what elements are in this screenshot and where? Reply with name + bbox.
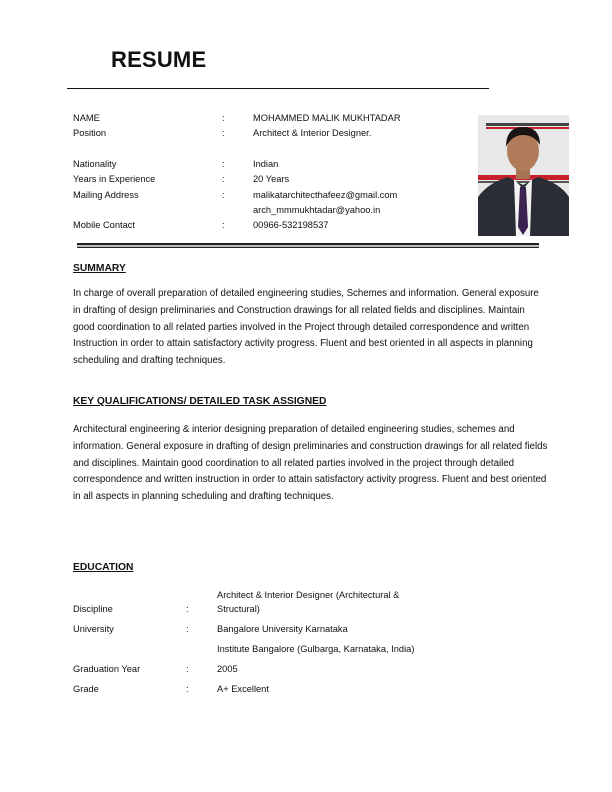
mailing-label: Mailing Address <box>73 190 139 200</box>
nationality-label: Nationality <box>73 159 117 169</box>
grade-colon: : <box>186 684 189 694</box>
summary-heading: SUMMARY <box>73 263 126 274</box>
mobile-value: 00966-532198537 <box>253 220 329 230</box>
section-divider <box>77 243 539 248</box>
education-heading: EDUCATION <box>73 562 134 573</box>
graduation-year-colon: : <box>186 664 189 674</box>
nationality-value: Indian <box>253 159 279 169</box>
grade-label: Grade <box>73 684 99 694</box>
discipline-value-line1: Architect & Interior Designer (Architectural & <box>217 590 400 600</box>
experience-label: Years in Experience <box>73 174 156 184</box>
name-value: MOHAMMED MALIK MUKHTADAR <box>253 113 401 123</box>
qualifications-heading: KEY QUALIFICATIONS/ DETAILED TASK ASSIGNED <box>73 396 327 407</box>
grade-value: A+ Excellent <box>217 684 269 694</box>
position-colon: : <box>222 128 225 138</box>
profile-photo <box>478 115 569 236</box>
document-title: RESUME <box>111 47 207 72</box>
mobile-colon: : <box>222 220 225 230</box>
name-colon: : <box>222 113 225 123</box>
institute-value: Institute Bangalore (Gulbarga, Karnataka, India) <box>217 644 415 654</box>
university-colon: : <box>186 624 189 634</box>
discipline-value-line2: Structural) <box>217 604 260 614</box>
mobile-label: Mobile Contact <box>73 220 136 230</box>
discipline-colon: : <box>186 604 189 614</box>
discipline-label: Discipline <box>73 604 113 614</box>
nationality-colon: : <box>222 159 225 169</box>
graduation-year-value: 2005 <box>217 664 238 674</box>
name-label: NAME <box>73 113 100 123</box>
summary-text: In charge of overall preparation of detailed engineering studies, Schemes and information. General exposure in drafting of design preliminaries and Construction drawings for all related fields and disciplines. Maintain good coordination to all related parties involved in the Project through detailed correspondence and written Instruction in order to attain satisfactory activity progress. Fluent and best oriented in all aspects in planning scheduling and drafting techniques. <box>73 288 539 367</box>
experience-value: 20 Years <box>253 174 290 184</box>
person-photo-icon <box>478 115 569 236</box>
graduation-year-label: Graduation Year <box>73 664 141 674</box>
experience-colon: : <box>222 174 225 184</box>
university-value: Bangalore University Karnataka <box>217 624 348 634</box>
position-value: Architect & Interior Designer. <box>253 128 372 138</box>
email-secondary[interactable]: arch_mmmukhtadar@yahoo.in <box>253 205 381 215</box>
position-label: Position <box>73 128 107 138</box>
university-label: University <box>73 624 114 634</box>
qualifications-text: Architectural engineering & interior designing preparation of detailed engineering studies, schemes and information. General exposure in drafting of design preliminaries and construction drawings for all related fields and disciplines. Maintain good coordination to all related parties involved in the project through detailed correspondence and written instruction in order to attain satisfactory activity progress. Fluent and best oriented in all aspects in planning scheduling and drafting techniques. <box>73 424 548 503</box>
mailing-colon: : <box>222 190 225 200</box>
title-rule <box>67 88 489 89</box>
email-primary[interactable]: malikatarchitecthafeez@gmail.com <box>253 190 398 200</box>
